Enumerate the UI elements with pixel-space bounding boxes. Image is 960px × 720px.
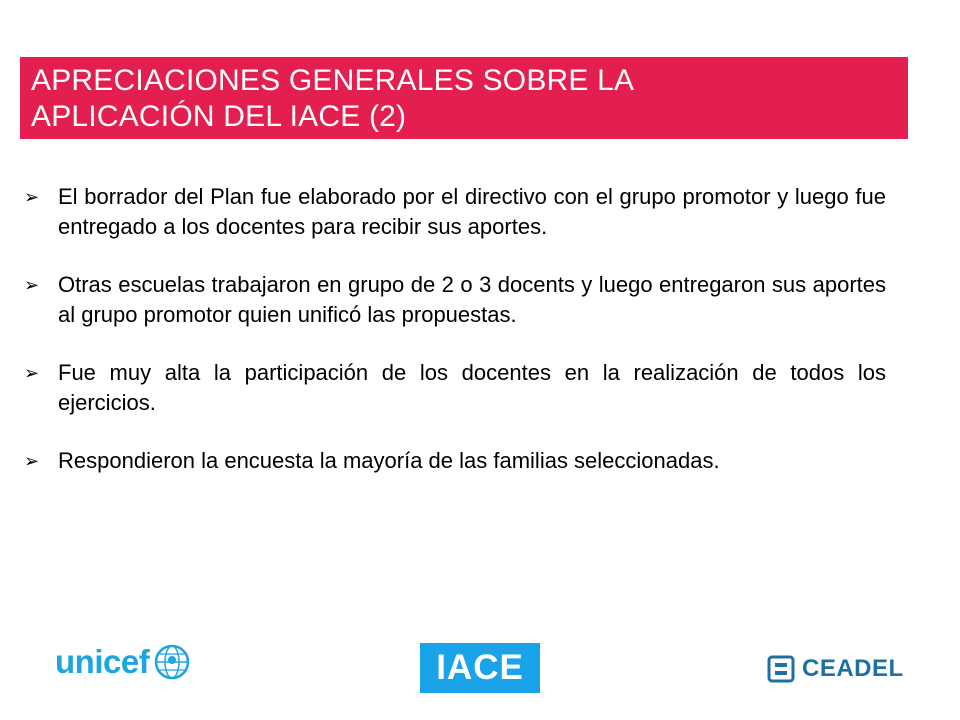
- ceadel-wordmark: CEADEL: [802, 655, 904, 682]
- unicef-wordmark: unicef: [55, 643, 150, 680]
- bullet-list: [22, 182, 886, 504]
- iace-logo: IACE: [420, 643, 540, 693]
- slide-title: [31, 63, 891, 135]
- slide-title-line-1: APRECIACIONES GENERALES SOBRE LA: [31, 64, 635, 97]
- bullet-text: Fue muy alta la participación de los docentes en la realización de todos los ejercicios.: [58, 360, 886, 415]
- bullet-item: [22, 446, 886, 476]
- ceadel-mark-icon: [766, 654, 796, 684]
- ceadel-logo: [766, 654, 904, 684]
- arrow-bullet-icon: ➢: [24, 275, 40, 295]
- unicef-logo: [55, 642, 192, 682]
- bullet-text: Respondieron la encuesta la mayoría de las familias seleccionadas.: [58, 448, 720, 473]
- bullet-item: [22, 358, 886, 418]
- arrow-bullet-icon: ➢: [24, 451, 40, 471]
- arrow-bullet-icon: ➢: [24, 187, 40, 207]
- bullet-text: El borrador del Plan fue elaborado por el directivo con el grupo promotor y luego fue entregado a los docentes para recibir sus aportes.: [58, 184, 886, 239]
- arrow-bullet-icon: ➢: [24, 363, 40, 383]
- bullet-item: [22, 182, 886, 242]
- unicef-globe-icon: [152, 642, 192, 682]
- bullet-item: [22, 270, 886, 330]
- bullet-text: Otras escuelas trabajaron en grupo de 2 o 3 docents y luego entregaron sus aportes al grupo promotor quien unificó las propuestas.: [58, 272, 886, 327]
- slide-title-line-2: APLICACIÓN DEL IACE (2): [31, 100, 407, 133]
